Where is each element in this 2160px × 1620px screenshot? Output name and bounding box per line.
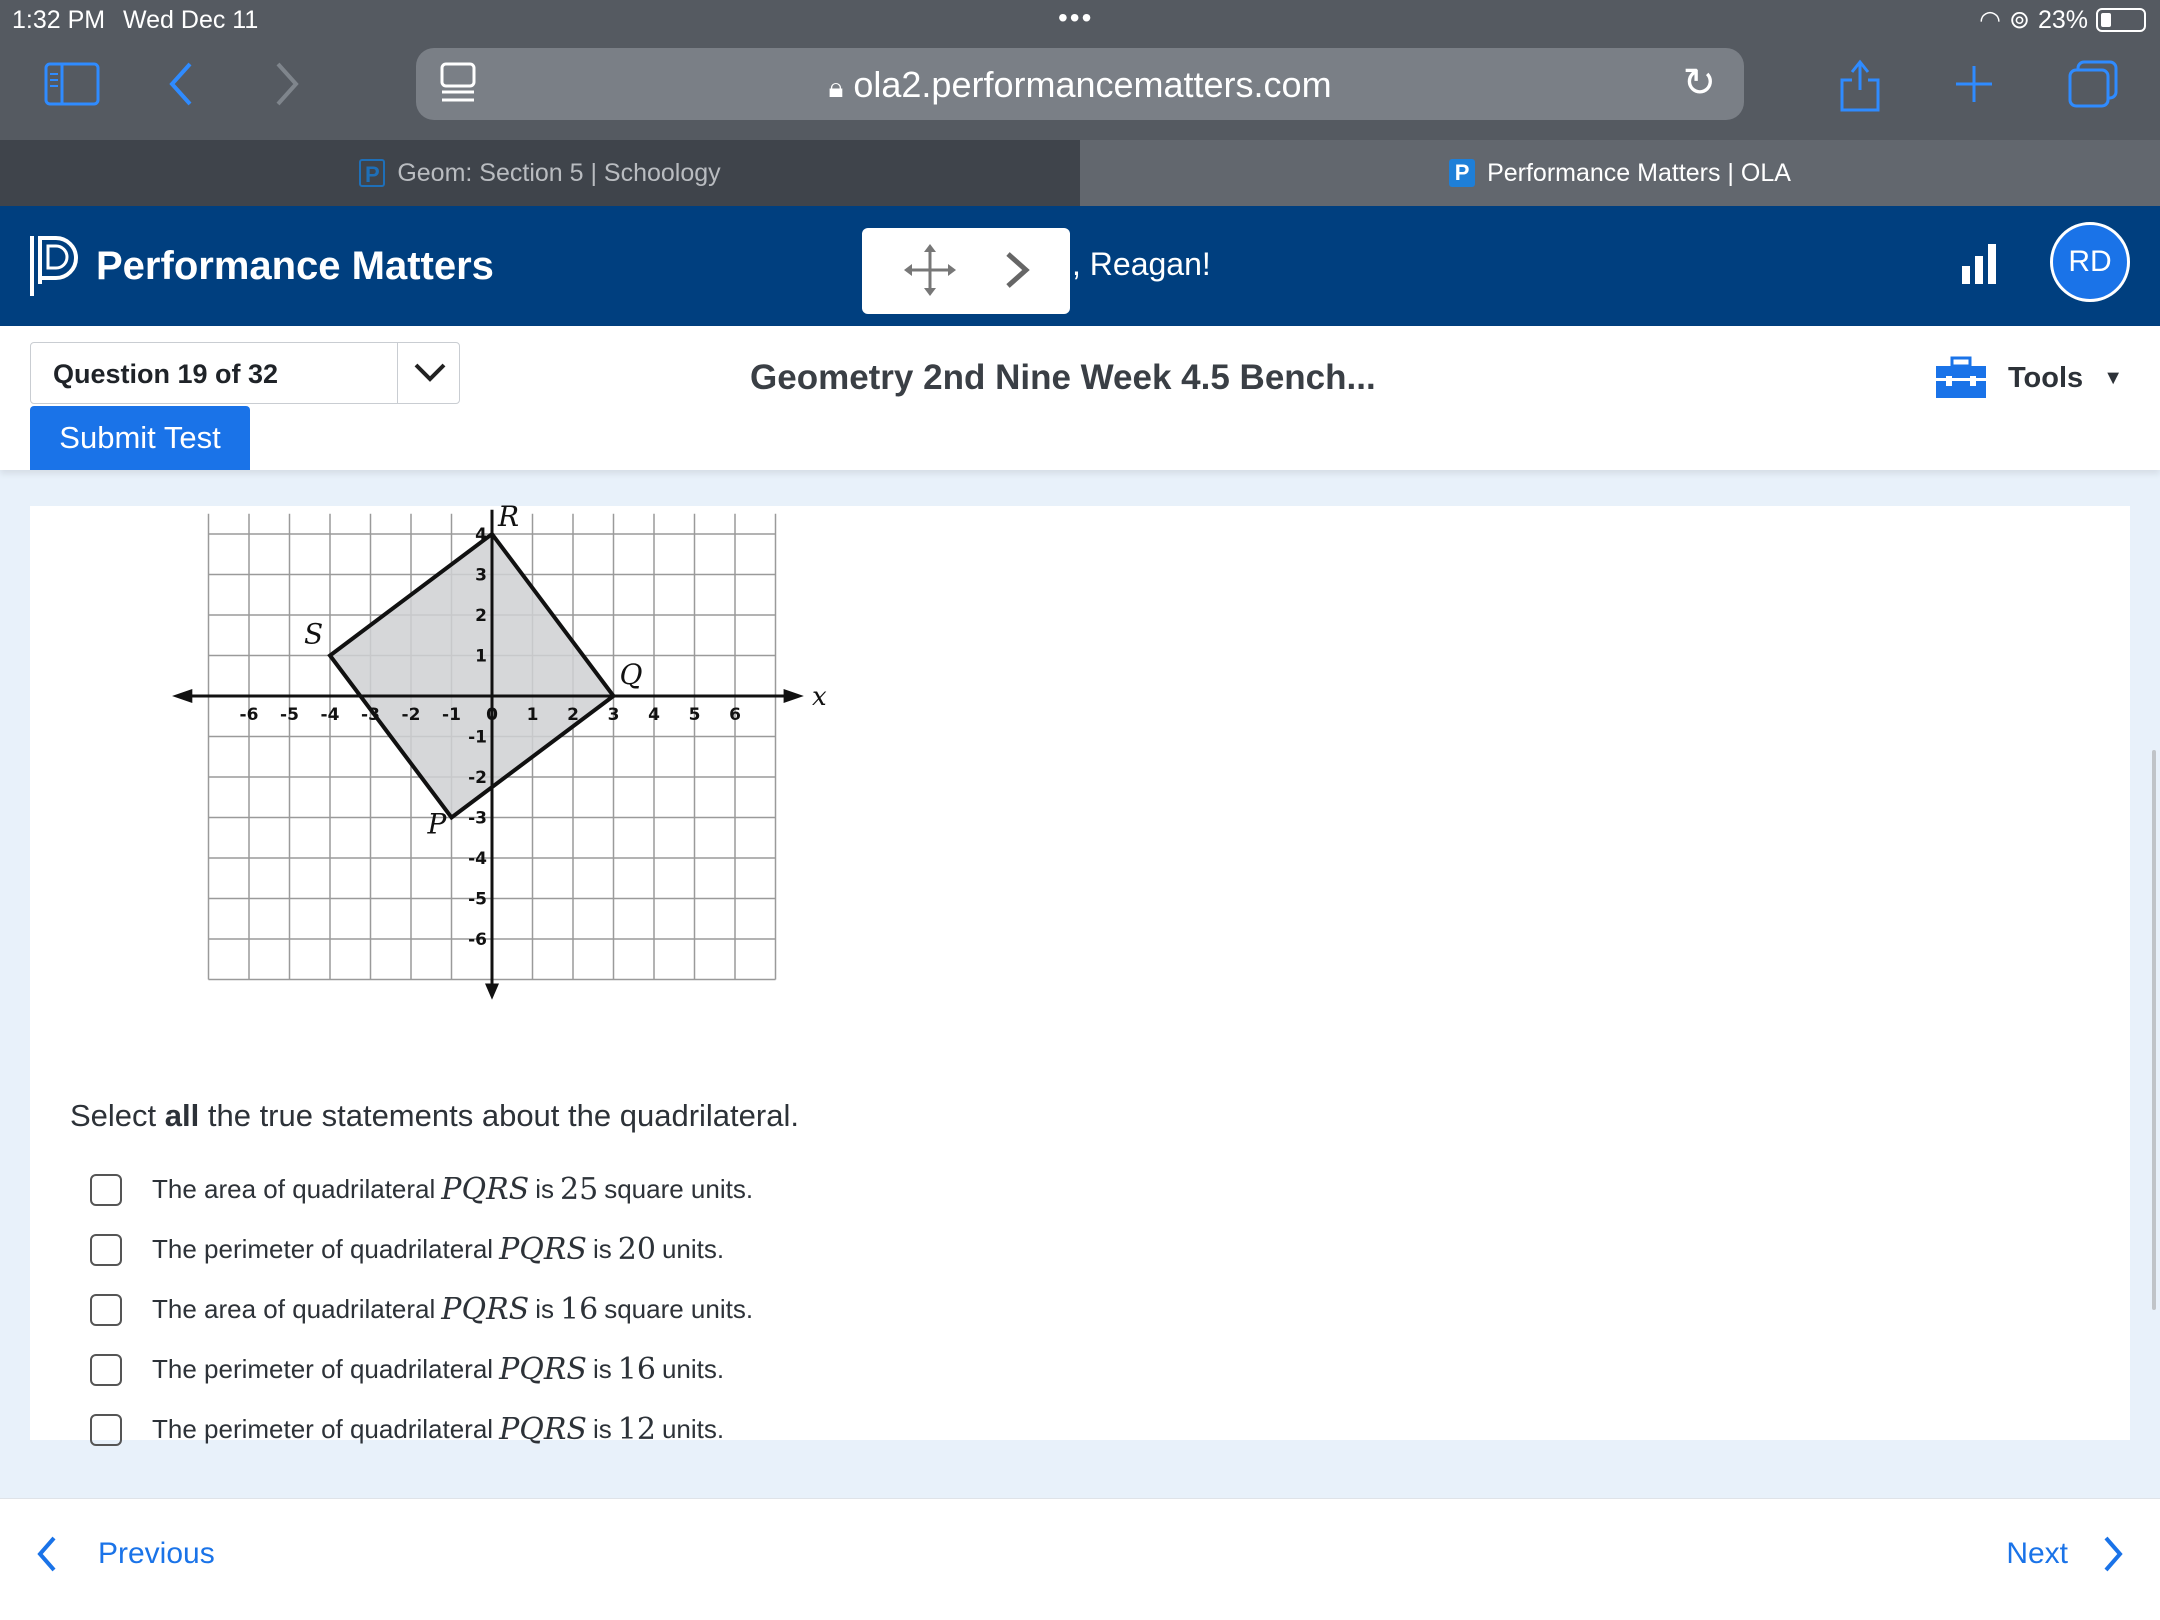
url-value: ola2.performancematters.com bbox=[853, 64, 1332, 105]
x-tick-label: -6 bbox=[239, 705, 259, 725]
vertex-label-r: R bbox=[498, 500, 520, 533]
answer-option-5[interactable] bbox=[90, 1412, 724, 1447]
tabs-overview-icon[interactable] bbox=[2068, 60, 2118, 108]
x-axis-arrow-left bbox=[172, 689, 192, 703]
option-shape: PQRS bbox=[499, 1232, 587, 1267]
prompt-text: Select bbox=[70, 1098, 165, 1133]
option-verb: is bbox=[535, 1174, 554, 1204]
performance-matters-logo-icon: P bbox=[1449, 159, 1475, 187]
move-icon[interactable] bbox=[902, 242, 958, 298]
y-tick-label: 3 bbox=[475, 565, 487, 586]
tab-label: Geom: Section 5 | Schoology bbox=[397, 158, 721, 187]
y-tick-label: -2 bbox=[468, 768, 487, 788]
forward-icon[interactable] bbox=[272, 60, 302, 108]
question-selector-toggle[interactable] bbox=[397, 343, 459, 403]
y-tick-label: -4 bbox=[468, 849, 487, 869]
chevron-down-icon bbox=[414, 363, 446, 383]
option-shape: PQRS bbox=[441, 1172, 530, 1207]
browser-toolbar bbox=[0, 40, 2160, 140]
reports-icon[interactable] bbox=[1960, 244, 1998, 284]
option-unit: square units. bbox=[604, 1294, 754, 1324]
option-verb: is bbox=[592, 1234, 612, 1264]
lock-icon: 🔒︎ bbox=[828, 72, 844, 103]
app-header bbox=[0, 206, 2160, 326]
option-number: 25 bbox=[560, 1172, 599, 1207]
x-tick-label: -1 bbox=[442, 705, 461, 725]
next-label: Next bbox=[2006, 1537, 2068, 1570]
vertex-label-q: Q bbox=[619, 658, 643, 691]
y-tick-label: 2 bbox=[475, 606, 487, 626]
option-unit: square units. bbox=[604, 1174, 754, 1204]
status-date: Wed Dec 11 bbox=[123, 6, 259, 34]
test-title: Geometry 2nd Nine Week 4.5 Bench... bbox=[750, 358, 1376, 397]
next-button[interactable] bbox=[2006, 1535, 2124, 1573]
battery-icon bbox=[2096, 8, 2146, 32]
option-text: The area of quadrilateral bbox=[152, 1174, 436, 1204]
option-verb: is bbox=[592, 1354, 612, 1384]
address-bar[interactable] bbox=[416, 48, 1744, 120]
x-tick-label: 0 bbox=[486, 705, 498, 725]
greeting-text: , Reagan! bbox=[1072, 246, 1211, 282]
x-axis-arrow-right bbox=[784, 689, 804, 703]
x-tick-label: -4 bbox=[320, 705, 340, 725]
option-verb: is bbox=[592, 1414, 612, 1444]
x-tick-label: 6 bbox=[729, 705, 741, 725]
tab-label: Performance Matters | OLA bbox=[1487, 158, 1791, 187]
option-text: The perimeter of quadrilateral bbox=[152, 1414, 494, 1444]
option-number: 20 bbox=[617, 1232, 656, 1267]
y-tick-label: 4 bbox=[475, 525, 487, 545]
wifi-icon: ◠ bbox=[1979, 6, 2001, 34]
previous-button[interactable] bbox=[36, 1535, 215, 1573]
battery-percent: 23% bbox=[2037, 5, 2088, 34]
option-text: The area of quadrilateral bbox=[152, 1294, 436, 1324]
checkbox[interactable] bbox=[90, 1234, 122, 1266]
checkbox[interactable] bbox=[90, 1174, 122, 1206]
option-text: The perimeter of quadrilateral bbox=[152, 1354, 494, 1384]
y-axis-arrow-down bbox=[485, 984, 499, 1000]
scrollbar[interactable] bbox=[2152, 750, 2156, 1310]
checkbox[interactable] bbox=[90, 1414, 122, 1446]
url-text bbox=[416, 64, 1744, 106]
y-tick-label: 1 bbox=[475, 646, 487, 667]
reload-icon[interactable]: ↻ bbox=[1682, 61, 1716, 105]
option-unit: units. bbox=[661, 1414, 725, 1444]
prompt-emphasis: all bbox=[164, 1098, 200, 1133]
chevron-right-icon[interactable] bbox=[1002, 242, 1032, 298]
vertex-label-s: S bbox=[304, 617, 324, 651]
brand[interactable] bbox=[28, 234, 494, 298]
x-tick-label: 5 bbox=[688, 705, 701, 725]
share-icon[interactable] bbox=[1840, 58, 1880, 112]
back-icon[interactable] bbox=[166, 60, 196, 108]
option-number: 16 bbox=[617, 1352, 656, 1387]
answer-option-1[interactable] bbox=[90, 1172, 753, 1207]
y-tick-label: -1 bbox=[468, 727, 487, 748]
sidebar-icon[interactable] bbox=[44, 62, 100, 106]
checkbox[interactable] bbox=[90, 1294, 122, 1326]
chevron-right-icon bbox=[2102, 1535, 2124, 1573]
y-tick-label: -3 bbox=[468, 808, 487, 829]
toolbox-icon bbox=[1934, 356, 1988, 400]
brand-name: Performance Matters bbox=[96, 243, 494, 288]
multitasking-dots-icon[interactable]: ••• bbox=[1058, 2, 1094, 33]
answer-option-4[interactable] bbox=[90, 1352, 724, 1387]
x-tick-label: -5 bbox=[280, 705, 299, 725]
question-selector-label: Question 19 of 32 bbox=[53, 359, 279, 389]
question-selector[interactable] bbox=[30, 342, 460, 404]
x-tick-label: 4 bbox=[648, 705, 660, 725]
prompt-text-end: the true statements about the quadrilateral. bbox=[199, 1098, 799, 1133]
x-tick-label: 3 bbox=[607, 705, 620, 725]
status-time: 1:32 PM bbox=[12, 6, 106, 34]
y-tick-label: -5 bbox=[468, 889, 487, 910]
status-right bbox=[1979, 5, 2146, 35]
tab-strip bbox=[0, 140, 2160, 206]
option-number: 12 bbox=[617, 1412, 656, 1447]
option-number: 16 bbox=[560, 1292, 599, 1327]
option-unit: units. bbox=[661, 1234, 725, 1264]
option-verb: is bbox=[535, 1294, 554, 1324]
floating-toolbar[interactable] bbox=[862, 228, 1070, 314]
question-content bbox=[30, 500, 2130, 1447]
orientation-lock-icon: ⊚ bbox=[2009, 6, 2030, 34]
option-shape: PQRS bbox=[441, 1292, 530, 1327]
checkbox[interactable] bbox=[90, 1354, 122, 1386]
tools-menu[interactable] bbox=[1934, 356, 2123, 400]
question-prompt bbox=[70, 1098, 799, 1134]
coordinate-graph bbox=[150, 500, 827, 1006]
tab-schoology[interactable] bbox=[0, 140, 1080, 206]
x-tick-label: -2 bbox=[401, 705, 421, 725]
option-text: The perimeter of quadrilateral bbox=[152, 1234, 494, 1264]
vertex-label-p: P bbox=[427, 807, 447, 841]
option-unit: units. bbox=[661, 1354, 725, 1384]
x-tick-label: 1 bbox=[526, 705, 539, 725]
caret-down-icon: ▼ bbox=[2103, 366, 2123, 389]
status-bar bbox=[0, 0, 2160, 40]
previous-label: Previous bbox=[98, 1537, 215, 1570]
tools-label: Tools bbox=[2008, 361, 2084, 394]
new-tab-icon[interactable] bbox=[1954, 64, 1994, 104]
submit-test-button[interactable]: Submit Test bbox=[30, 406, 250, 470]
schoology-logo-icon: P bbox=[359, 159, 385, 187]
x-tick-label: 2 bbox=[567, 705, 579, 725]
option-shape: PQRS bbox=[499, 1412, 587, 1447]
option-shape: PQRS bbox=[499, 1352, 587, 1387]
x-tick-label: -3 bbox=[361, 705, 380, 725]
y-tick-label: -6 bbox=[468, 930, 487, 950]
avatar[interactable]: RD bbox=[2050, 222, 2130, 302]
x-axis-label: x bbox=[811, 682, 827, 712]
chevron-left-icon bbox=[36, 1535, 58, 1573]
tab-performance-matters[interactable] bbox=[1080, 140, 2160, 206]
question-bar bbox=[0, 326, 2160, 470]
answer-option-2[interactable] bbox=[90, 1232, 724, 1267]
answer-option-3[interactable] bbox=[90, 1292, 753, 1327]
navigation-footer bbox=[0, 1498, 2160, 1620]
brand-logo-icon bbox=[28, 234, 82, 298]
